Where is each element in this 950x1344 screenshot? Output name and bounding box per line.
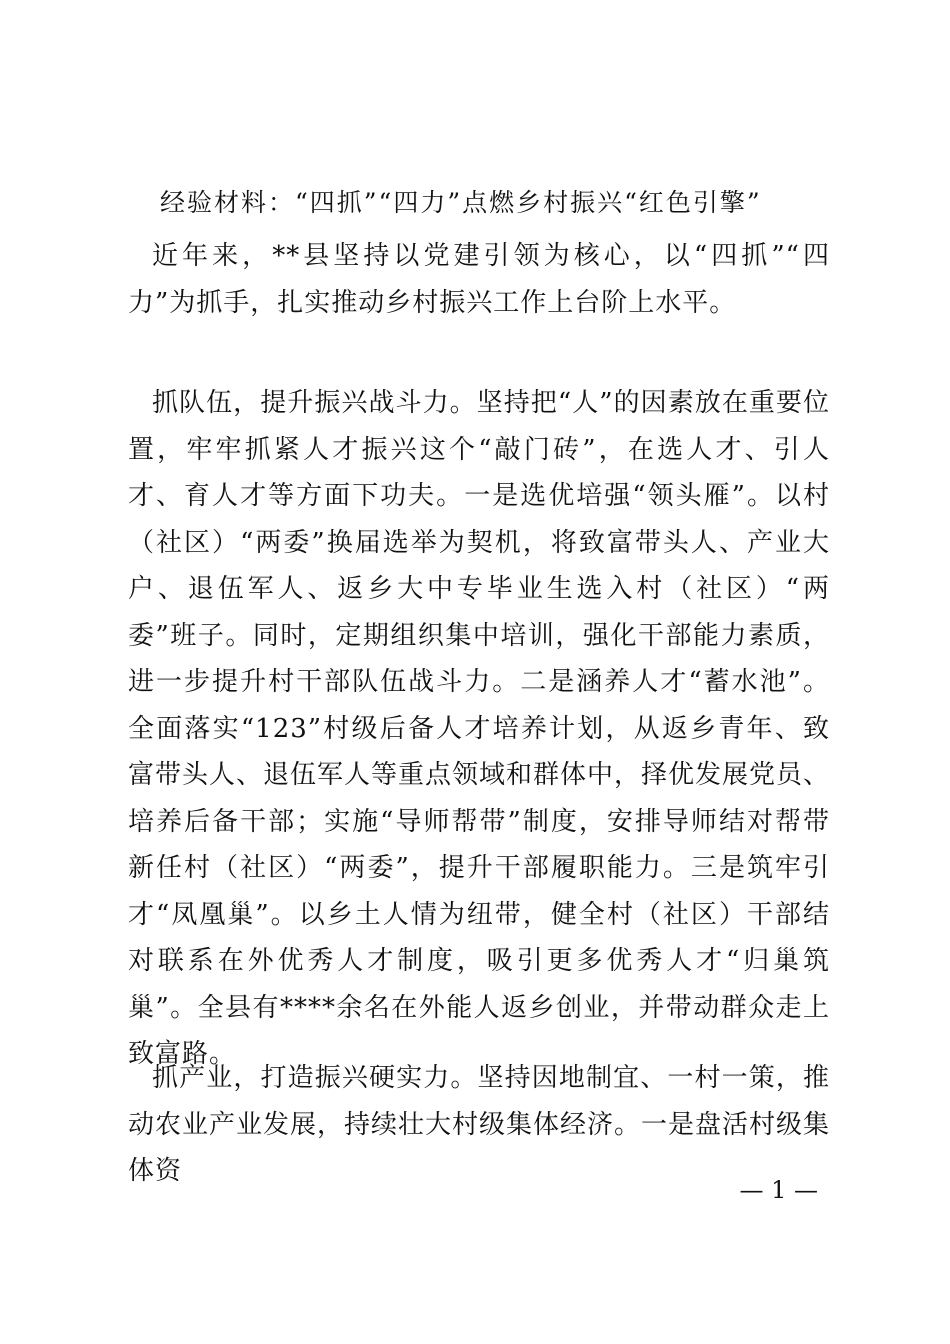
- document-title: 经验材料：“四抓”“四力”点燃乡村振兴“红色引擎”: [160, 188, 762, 217]
- paragraph-industry: 抓产业，打造振兴硬实力。坚持因地制宜、一村一策，推动农业产业发展，持续壮大村级集体经济。一是盘活村级集体资: [128, 1063, 831, 1186]
- paragraph-intro: 近年来，**县坚持以党建引领为核心，以“四抓”“四力”为抓手，扎实推动乡村振兴工作上台阶上水平。: [128, 241, 830, 318]
- page-number: — 1 —: [739, 1176, 818, 1204]
- paragraph-team: 抓队伍，提升振兴战斗力。坚持把“人”的因素放在重要位置，牢牢抓紧人才振兴这个“敲门砖”，在选人才、引人才、育人才等方面下功夫。一是选优培强“领头雁”。以村（社区）“两委”换届选举为契机，将致富带头人、产业大户、退伍军人、返乡大中专毕业生选入村（社区）“两委”班子。同时，定期组织集中培训，强化干部能力素质，进一步提升村干部队伍战斗力。二是涵养人才“蓄水池”。全面落实“123”村级后备人才培养计划，从返乡青年、致富带头人、退伍军人等重点领域和群体中，择优发展党员、培养后备干部；实施“导师帮带”制度，安排导师结对帮带新任村（社区）“两委”，提升干部履职能力。三是筑牢引才“凤凰巢”。以乡土人情为纽带，健全村（社区）干部结对联系在外优秀人才制度，吸引更多优秀人才“归巢筑巢”。全县有****余名在外能人返乡创业，并带动群众走上致富路。: [128, 388, 831, 1069]
